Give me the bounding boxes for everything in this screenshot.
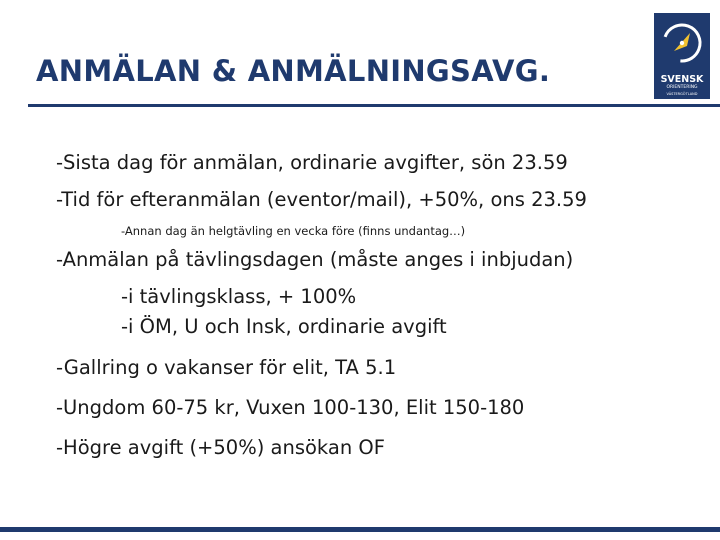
bullet-sista-dag: -Sista dag för anmälan, ordinarie avgifter, sön 23.59 xyxy=(56,151,568,174)
sub-bullet-om-u-insk: -i ÖM, U och Insk, ordinarie avgift xyxy=(121,315,447,338)
bullet-tavlingsdagen: -Anmälan på tävlingsdagen (måste anges i inbjudan) xyxy=(56,248,574,271)
bullet-gallring: -Gallring o vakanser för elit, TA 5.1 xyxy=(56,356,397,379)
bullet-hogre-avgift: -Högre avgift (+50%) ansökan OF xyxy=(56,436,385,459)
logo-text-region: VÄSTERGÖTLAND xyxy=(666,92,698,96)
title-divider xyxy=(28,104,720,107)
logo-text-orientering: ORIENTERING xyxy=(666,85,698,90)
sub-bullet-tavlingsklass: -i tävlingsklass, + 100% xyxy=(121,285,357,308)
bullet-efteranmalan: -Tid för efteranmälan (eventor/mail), +50%, ons 23.59 xyxy=(56,188,587,211)
slide-title: ANMÄLAN & ANMÄLNINGSAVG. xyxy=(36,54,551,88)
compass-icon xyxy=(654,13,710,75)
logo-text-svensk: SVENSK xyxy=(660,74,704,85)
sub-bullet-annan-dag: -Annan dag än helgtävling en vecka före (finns undantag…) xyxy=(121,224,466,238)
logo xyxy=(654,13,710,99)
footer-bar xyxy=(0,527,720,532)
bullet-avgifter: -Ungdom 60-75 kr, Vuxen 100-130, Elit 150-180 xyxy=(56,396,525,419)
